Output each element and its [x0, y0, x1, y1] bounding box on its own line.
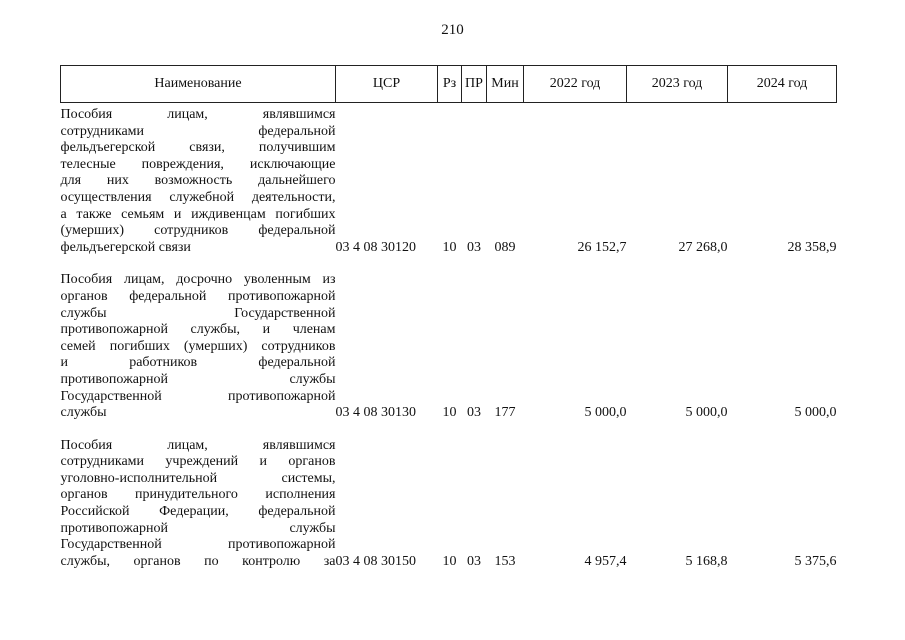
name-line: Российской Федерации, федеральной	[60, 504, 336, 520]
header-csr: ЦСР	[336, 66, 438, 103]
row-csr: 03 4 08 30150	[335, 553, 416, 569]
name-line: противопожарной службы	[60, 520, 336, 536]
name-line: органов федеральной противопожарной	[60, 288, 336, 304]
name-line: телесные повреждения, исключающие	[60, 156, 336, 172]
name-line: сотрудниками федеральной	[60, 123, 336, 139]
name-line: для них возможность дальнейшего	[60, 173, 336, 189]
row-name	[61, 434, 336, 571]
name-line: службы	[60, 405, 107, 421]
budget-table	[60, 65, 837, 570]
row-2022: 26 152,7	[577, 239, 627, 255]
row-rz: 10	[442, 239, 457, 255]
row-2022: 5 000,0	[584, 405, 627, 421]
name-line: и работников федеральной	[60, 355, 336, 371]
row-2023: 5 168,8	[685, 553, 728, 569]
name-line: семей погибших (умерших) сотрудников	[60, 338, 336, 354]
name-line: (умерших) сотрудников федеральной	[60, 223, 336, 239]
row-csr: 03 4 08 30120	[335, 239, 416, 255]
row-2023: 5 000,0	[685, 405, 728, 421]
page-number: 210	[441, 22, 464, 38]
name-line: фельдъегерской связи	[60, 239, 191, 255]
name-line: Государственной противопожарной	[60, 537, 336, 553]
name-line: Пособия лицам, являвшимся	[60, 107, 336, 122]
row-2023: 27 268,0	[678, 239, 728, 255]
row-name	[61, 103, 336, 257]
header-2022: 2022 год	[524, 66, 627, 103]
name-line: органов принудительного исполнения	[60, 487, 336, 503]
name-line: противопожарной службы, и членам	[60, 322, 336, 338]
row-csr: 03 4 08 30130	[335, 405, 416, 421]
name-line: а также семьям и иждивенцам погибших	[60, 206, 336, 222]
row-min: 089	[494, 239, 516, 255]
row-2022: 4 957,4	[584, 553, 627, 569]
name-line: Пособия лицам, досрочно уволенным из	[60, 272, 336, 288]
name-line: осуществления служебной деятельности,	[60, 189, 336, 205]
header-name: Наименование	[61, 66, 336, 103]
row-2024: 28 358,9	[787, 239, 837, 255]
header-2023: 2023 год	[627, 66, 728, 103]
name-line: службы, органов по контролю за	[60, 553, 336, 569]
row-pr: 03	[467, 239, 481, 255]
name-line: противопожарной службы	[60, 371, 336, 387]
row-spacer	[61, 422, 837, 434]
name-line: Пособия лицам, являвшимся	[60, 437, 336, 453]
row-min: 153	[494, 553, 516, 569]
row-pr: 03	[467, 405, 481, 421]
row-rz: 10	[442, 553, 457, 569]
row-pr: 03	[467, 553, 481, 569]
table-row	[61, 434, 837, 571]
name-line: уголовно-исполнительной системы,	[60, 470, 336, 486]
row-2024: 5 000,0	[794, 405, 837, 421]
row-spacer	[61, 256, 837, 268]
row-rz: 10	[442, 405, 457, 421]
row-2024: 5 375,6	[794, 553, 837, 569]
header-2024: 2024 год	[728, 66, 837, 103]
name-line: фельдъегерской связи, получившим	[60, 140, 336, 156]
name-line: службы Государственной	[60, 305, 336, 321]
row-min: 177	[494, 405, 516, 421]
table-row	[61, 103, 837, 257]
table-row	[61, 268, 837, 421]
header-rz: Рз	[438, 66, 462, 103]
header-pr: ПР	[462, 66, 487, 103]
name-line: сотрудниками учреждений и органов	[60, 454, 336, 470]
name-line: Государственной противопожарной	[60, 388, 336, 404]
table-header-row	[61, 66, 837, 103]
header-min: Мин	[487, 66, 524, 103]
row-name	[61, 268, 336, 421]
